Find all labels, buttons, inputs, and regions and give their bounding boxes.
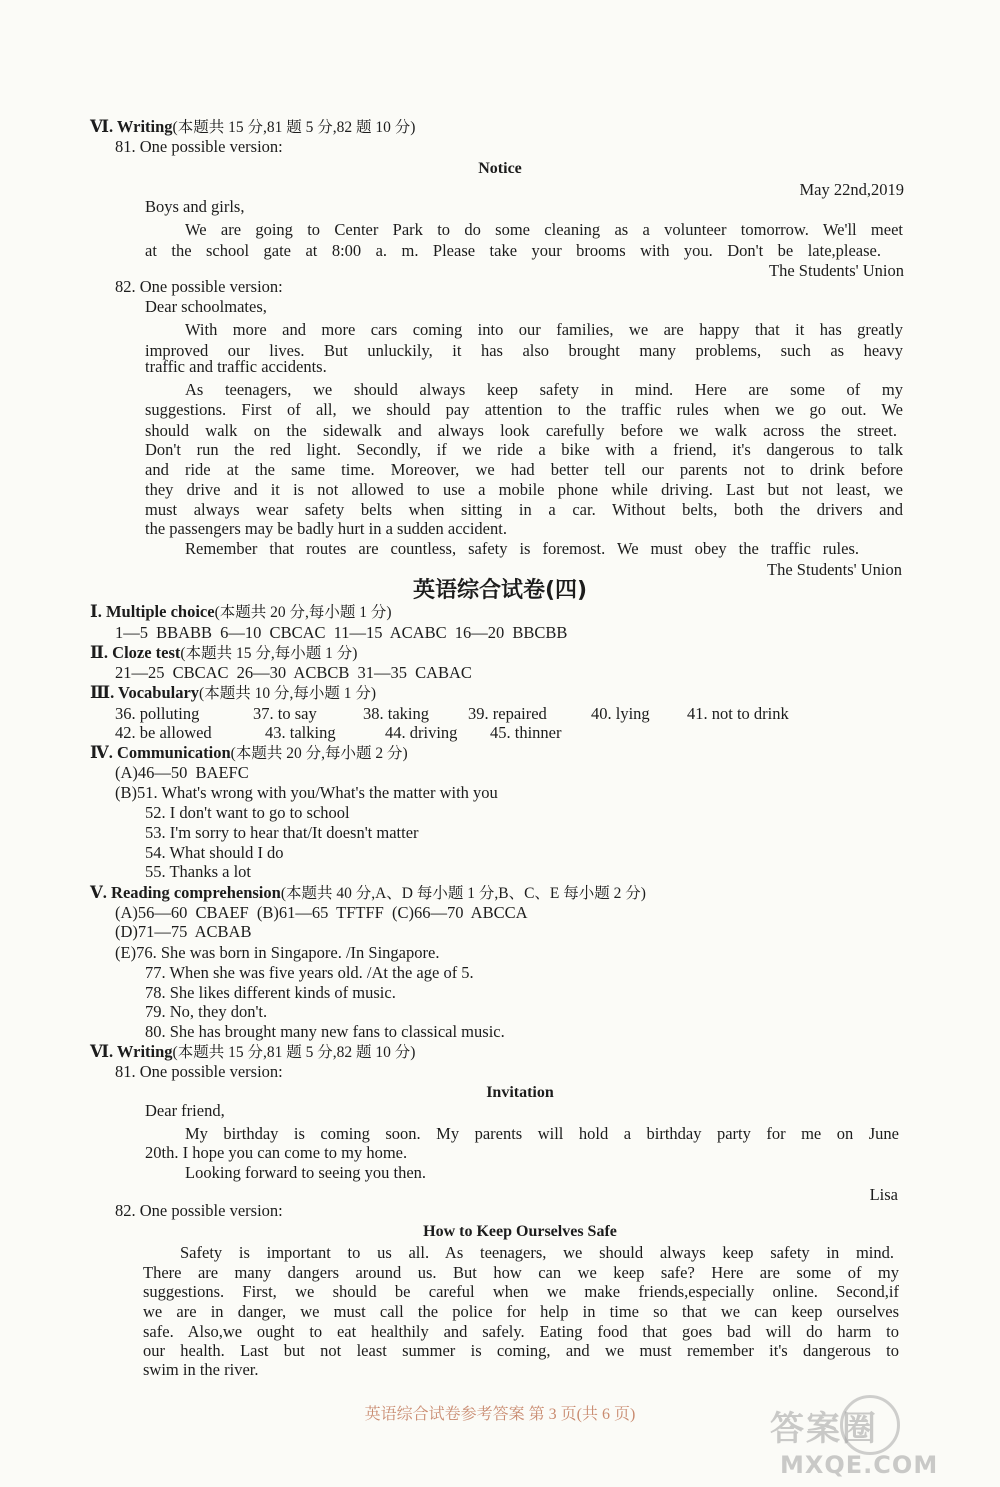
section-heading	[90, 117, 415, 138]
letter-line: Remember that routes are countless, safety is foremost. We must obey the traffic rules.	[185, 539, 859, 558]
section-title: Ⅵ. Writing	[90, 117, 173, 136]
watermark-logo	[750, 1395, 960, 1485]
invitation-title: Invitation	[486, 1084, 554, 1101]
question-label: 81. One possible version:	[115, 1062, 283, 1081]
essay-line: our health. Last but not least summer is coming, and we must remember it's dangerous to	[143, 1341, 899, 1360]
answer-row: 78. She likes different kinds of music.	[145, 983, 396, 1002]
notice-date: May 22nd,2019	[799, 180, 904, 199]
letter-line: As teenagers, we should always keep safety in mind. Here are some of my	[185, 380, 903, 399]
question-label: 81. One possible version:	[115, 137, 283, 156]
vocab-answer: 40. lying	[591, 704, 650, 723]
section-title: Ⅳ. Communication	[90, 743, 231, 762]
answer-row: (D)71—75 ACBAB	[115, 922, 252, 941]
essay-line: safe. Also,we ought to eat healthily and safely. Eating food that goes bad will do harm to	[143, 1322, 899, 1341]
letter-signature: The Students' Union	[767, 560, 902, 579]
invitation-line: 20th. I hope you can come to my home.	[145, 1143, 408, 1162]
watermark-url: MXQE.COM	[780, 1451, 939, 1479]
essay-line: There are many dangers around us. But how can we keep safe? Here are some of my	[143, 1263, 899, 1282]
notice-line: at the school gate at 8:00 a. m. Please take your brooms with you. Don't be late,please.	[145, 241, 881, 260]
answer-row: 53. I'm sorry to hear that/It doesn't matter	[145, 823, 419, 842]
section-note: (本题共 20 分,每小题 1 分)	[214, 604, 392, 621]
vocab-row	[115, 704, 789, 724]
section-title: Ⅲ. Vocabulary	[90, 683, 200, 702]
page-footer: 英语综合试卷参考答案 第 3 页(共 6 页)	[364, 1406, 636, 1423]
letter-line: should walk on the sidewalk and always look carefully before we walk across the street.	[145, 421, 897, 440]
answer-row: 55. Thanks a lot	[145, 862, 252, 881]
letter-line: With more and more cars coming into our families, we are happy that it has greatly	[185, 320, 903, 339]
invitation-signature: Lisa	[869, 1185, 898, 1204]
section-heading	[90, 683, 376, 704]
answer-row: 1—5 BBABB 6—10 CBCAC 11—15 ACABC 16—20 BBCBB	[115, 623, 568, 642]
notice-signature: The Students' Union	[769, 261, 904, 280]
section-note: (本题共 10 分,每小题 1 分)	[199, 685, 376, 702]
vocab-answer: 39. repaired	[468, 704, 547, 723]
letter-line: the passengers may be badly hurt in a sudden accident.	[145, 519, 507, 538]
answer-row: 79. No, they don't.	[145, 1002, 268, 1021]
answer-row: (A)46—50 BAEFC	[115, 763, 249, 782]
letter-line: traffic and traffic accidents.	[145, 357, 327, 376]
exam-title: 英语综合试卷(四)	[412, 578, 588, 603]
answer-row: 80. She has brought many new fans to classical music.	[145, 1022, 505, 1041]
invitation-greeting: Dear friend,	[145, 1101, 225, 1120]
watermark-text: 答案圈	[770, 1409, 878, 1449]
answer-row: (B)51. What's wrong with you/What's the matter with you	[115, 783, 498, 802]
letter-line: Don't run the red light. Secondly, if we ride a bike with a friend, it's dangerous to talk	[145, 440, 903, 459]
section-heading	[90, 743, 408, 764]
notice-line: We are going to Center Park to do some cleaning as a volunteer tomorrow. We'll meet	[185, 220, 903, 239]
essay-line: suggestions. First, we should be careful when we make friends,especially online. Second,if	[143, 1282, 899, 1301]
essay-title: How to Keep Ourselves Safe	[423, 1223, 617, 1240]
section-note: (本题共 20 分,每小题 2 分)	[230, 745, 408, 762]
vocab-answer: 44. driving	[385, 723, 458, 742]
section-title: Ⅴ. Reading comprehension	[90, 883, 281, 902]
letter-greeting: Dear schoolmates,	[145, 297, 267, 316]
section-note: (本题共 40 分,A、D 每小题 1 分,B、C、E 每小题 2 分)	[280, 885, 646, 902]
vocab-answer: 41. not to drink	[687, 704, 789, 723]
vocab-answer: 43. talking	[265, 723, 336, 742]
letter-line: suggestions. First of all, we should pay attention to the traffic rules when we go out. We	[145, 400, 903, 419]
vocab-answer: 37. to say	[253, 704, 317, 723]
vocab-answer: 38. taking	[363, 704, 429, 723]
vocab-answer: 45. thinner	[490, 723, 562, 742]
section-note: (本题共 15 分,81 题 5 分,82 题 10 分)	[172, 1044, 416, 1061]
answer-row: 52. I don't want to go to school	[145, 803, 350, 822]
essay-line: Safety is important to us all. As teenagers, we should always keep safety in mind.	[180, 1243, 894, 1262]
section-note: (本题共 15 分,每小题 1 分)	[180, 645, 358, 662]
answer-row: 54. What should I do	[145, 843, 284, 862]
letter-line: and ride at the same time. Moreover, we had better tell our parents not to drink before	[145, 460, 903, 479]
letter-line: they drive and it is not allowed to use a mobile phone while driving. Last but not least, we	[145, 480, 903, 499]
section-title: Ⅵ. Writing	[90, 1042, 173, 1061]
answer-row: (E)76. She was born in Singapore. /In Singapore.	[115, 943, 440, 962]
question-label: 82. One possible version:	[115, 277, 283, 296]
section-heading	[90, 1042, 415, 1063]
section-title: Ⅱ. Cloze test	[90, 643, 181, 662]
answer-row: 21—25 CBCAC 26—30 ACBCB 31—35 CABAC	[115, 663, 472, 682]
section-note: (本题共 15 分,81 题 5 分,82 题 10 分)	[172, 119, 416, 136]
essay-line: swim in the river.	[143, 1360, 259, 1379]
answer-row: 77. When she was five years old. /At the age of 5.	[145, 963, 474, 982]
letter-line: must always wear safety belts when sitting in a car. Without belts, both the drivers and	[145, 500, 903, 519]
notice-title: Notice	[478, 160, 522, 177]
invitation-line: My birthday is coming soon. My parents will hold a birthday party for me on June	[185, 1124, 899, 1143]
essay-line: we are in danger, we must call the police for help in time so that we can keep ourselves	[143, 1302, 899, 1321]
question-label: 82. One possible version:	[115, 1201, 283, 1220]
section-heading	[90, 643, 357, 664]
section-heading	[90, 883, 646, 904]
letter-line: improved our lives. But unluckily, it has also brought many problems, such as heavy	[145, 341, 903, 360]
vocab-row	[115, 723, 562, 743]
vocab-answer: 36. polluting	[115, 704, 200, 723]
section-heading	[90, 602, 392, 623]
notice-greeting: Boys and girls,	[145, 197, 245, 216]
section-title: Ⅰ. Multiple choice	[90, 602, 215, 621]
vocab-answer: 42. be allowed	[115, 723, 212, 742]
invitation-line: Looking forward to seeing you then.	[185, 1163, 427, 1182]
answer-row: (A)56—60 CBAEF (B)61—65 TFTFF (C)66—70 ABCCA	[115, 903, 528, 922]
